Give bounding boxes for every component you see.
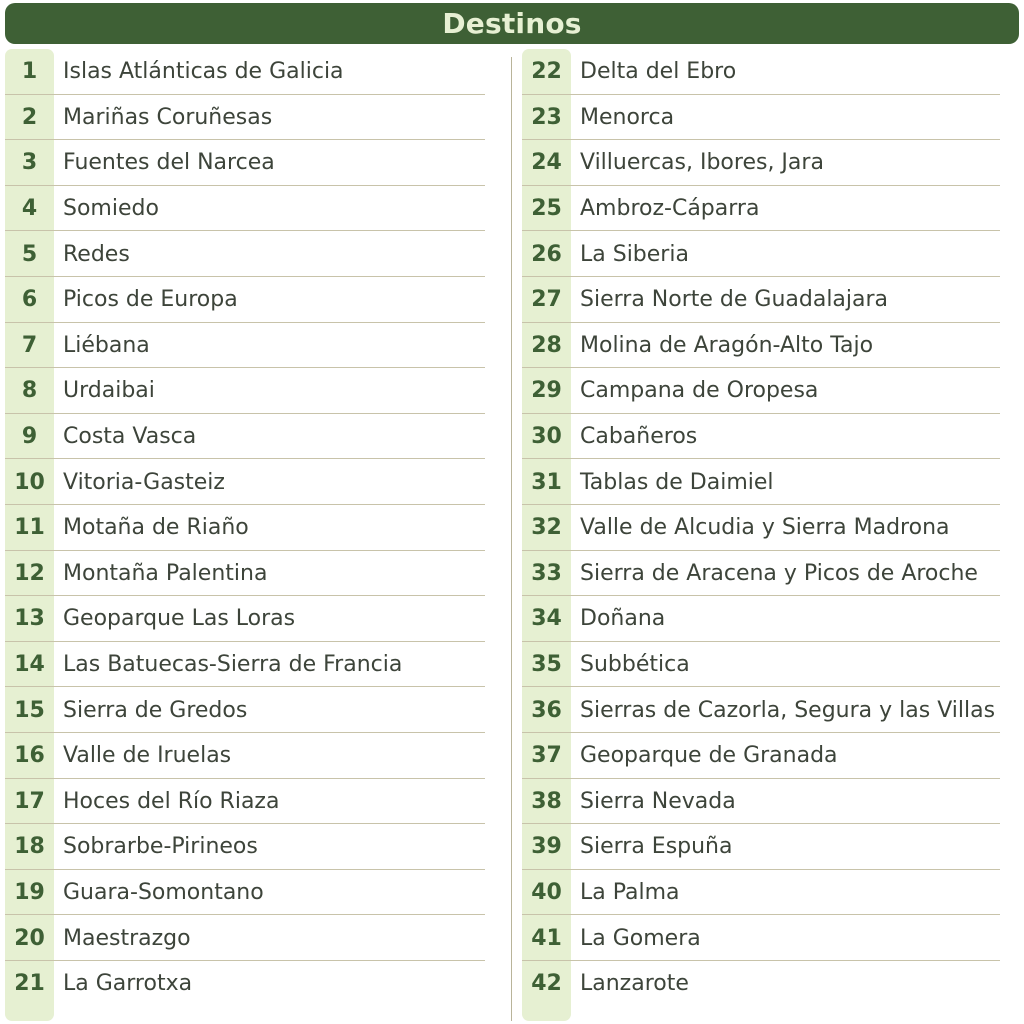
destination-row: [522, 186, 1000, 232]
destination-row: [5, 596, 485, 642]
destination-row: [5, 140, 485, 186]
destination-name: Islas Atlánticas de Galicia: [63, 59, 344, 85]
destination-number: 24: [531, 150, 562, 176]
destination-number: 7: [21, 332, 38, 358]
destination-number: 29: [531, 378, 562, 404]
destination-row: [5, 505, 485, 551]
destination-name: Vitoria-Gasteiz: [63, 469, 225, 495]
destination-number: 32: [531, 515, 562, 541]
destination-row: [5, 49, 485, 95]
destination-name: La Palma: [580, 879, 680, 905]
destination-number: 40: [531, 879, 562, 905]
destination-number: 41: [531, 925, 562, 951]
destination-number: 21: [14, 971, 45, 997]
destination-name: Sobrarbe-Pirineos: [63, 834, 258, 860]
destination-name: Villuercas, Ibores, Jara: [580, 150, 824, 176]
page-title: Destinos: [442, 7, 582, 40]
destination-row: [5, 961, 485, 1007]
destination-number: 19: [14, 879, 45, 905]
destination-number: 11: [14, 515, 45, 541]
destination-row: [522, 49, 1000, 95]
destination-name: Motaña de Riaño: [63, 515, 249, 541]
destination-row: [5, 368, 485, 414]
destination-name: Menorca: [580, 104, 675, 130]
destination-number: 2: [21, 104, 38, 130]
destination-row: [522, 231, 1000, 277]
destination-row: [522, 779, 1000, 825]
destination-row: [5, 915, 485, 961]
destination-number: 36: [531, 697, 562, 723]
title-banner: [5, 3, 1019, 44]
destination-row: [5, 733, 485, 779]
destination-number: 16: [14, 743, 45, 769]
destination-name: La Siberia: [580, 241, 689, 267]
destination-name: Sierra Espuña: [580, 834, 733, 860]
destination-number: 17: [14, 788, 45, 814]
destination-number: 14: [14, 652, 45, 678]
destination-row: [5, 186, 485, 232]
destination-row: [522, 277, 1000, 323]
destination-row: [522, 870, 1000, 916]
destination-row: [522, 551, 1000, 597]
destination-name: Delta del Ebro: [580, 59, 737, 85]
destination-name: Montaña Palentina: [63, 560, 268, 586]
destination-row: [522, 368, 1000, 414]
destination-row: [522, 596, 1000, 642]
destination-row: [522, 733, 1000, 779]
destination-name: Las Batuecas-Sierra de Francia: [63, 652, 403, 678]
destination-row: [522, 642, 1000, 688]
destination-name: La Garrotxa: [63, 971, 193, 997]
destination-row: [5, 687, 485, 733]
destination-number: 28: [531, 332, 562, 358]
destination-number: 15: [14, 697, 45, 723]
destination-number: 4: [21, 196, 38, 222]
destination-name: Costa Vasca: [63, 424, 197, 450]
destination-row: [5, 779, 485, 825]
destination-number: 10: [14, 469, 45, 495]
destination-number: 33: [531, 560, 562, 586]
destination-name: Sierras de Cazorla, Segura y las Villas: [580, 697, 996, 723]
destination-name: Sierra Nevada: [580, 788, 736, 814]
destination-row: [5, 323, 485, 369]
destination-number: 9: [21, 424, 38, 450]
destination-number: 37: [531, 743, 562, 769]
destination-row: [5, 95, 485, 141]
destination-name: Liébana: [63, 332, 150, 358]
destination-name: Lanzarote: [580, 971, 689, 997]
destination-number: 22: [531, 59, 562, 85]
destination-row: [522, 915, 1000, 961]
destination-row: [522, 505, 1000, 551]
destination-name: Geoparque Las Loras: [63, 606, 296, 632]
destination-name: Maestrazgo: [63, 925, 191, 951]
destination-name: Redes: [63, 241, 130, 267]
destination-name: Subbética: [580, 652, 690, 678]
destination-number: 42: [531, 971, 562, 997]
destination-number: 25: [531, 196, 562, 222]
destination-name: Tablas de Daimiel: [580, 469, 774, 495]
destination-number: 30: [531, 424, 562, 450]
destination-row: [5, 824, 485, 870]
destination-number: 27: [531, 287, 562, 313]
destination-number: 5: [21, 241, 38, 267]
destination-name: Molina de Aragón-Alto Tajo: [580, 332, 874, 358]
destination-name: Ambroz-Cáparra: [580, 196, 760, 222]
destination-name: Picos de Europa: [63, 287, 238, 313]
destination-number: 6: [21, 287, 38, 313]
destination-row: [5, 459, 485, 505]
destination-number: 26: [531, 241, 562, 267]
destination-name: Hoces del Río Riaza: [63, 788, 280, 814]
destination-row: [5, 642, 485, 688]
destination-row: [5, 277, 485, 323]
destination-name: Urdaibai: [63, 378, 155, 404]
destination-name: Sierra de Aracena y Picos de Aroche: [580, 560, 978, 586]
destination-number: 34: [531, 606, 562, 632]
destination-number: 8: [21, 378, 38, 404]
destination-name: Doñana: [580, 606, 666, 632]
destination-number: 18: [14, 834, 45, 860]
destination-row: [522, 140, 1000, 186]
destination-number: 35: [531, 652, 562, 678]
destination-row: [5, 414, 485, 460]
destination-name: Campana de Oropesa: [580, 378, 819, 404]
destination-name: Mariñas Coruñesas: [63, 104, 273, 130]
destination-name: Sierra Norte de Guadalajara: [580, 287, 889, 313]
destination-row: [5, 870, 485, 916]
destination-number: 3: [21, 150, 38, 176]
destination-name: Fuentes del Narcea: [63, 150, 275, 176]
destination-row: [5, 231, 485, 277]
destination-number: 13: [14, 606, 45, 632]
destination-name: La Gomera: [580, 925, 701, 951]
destination-name: Valle de Alcudia y Sierra Madrona: [580, 515, 950, 541]
destination-number: 12: [14, 560, 45, 586]
destination-row: [522, 824, 1000, 870]
destination-row: [5, 551, 485, 597]
destination-name: Geoparque de Granada: [580, 743, 838, 769]
destination-number: 31: [531, 469, 562, 495]
destination-row: [522, 323, 1000, 369]
destination-row: [522, 961, 1000, 1007]
destination-number: 39: [531, 834, 562, 860]
destination-row: [522, 459, 1000, 505]
destination-row: [522, 687, 1000, 733]
destination-row: [522, 414, 1000, 460]
destination-name: Somiedo: [63, 196, 159, 222]
destination-row: [522, 95, 1000, 141]
destination-name: Cabañeros: [580, 424, 698, 450]
destination-number: 38: [531, 788, 562, 814]
destination-name: Valle de Iruelas: [63, 743, 232, 769]
destination-name: Sierra de Gredos: [63, 697, 248, 723]
destination-number: 20: [14, 925, 45, 951]
destination-number: 1: [21, 59, 38, 85]
column-divider: [511, 57, 512, 1021]
destination-name: Guara-Somontano: [63, 879, 264, 905]
destination-number: 23: [531, 104, 562, 130]
